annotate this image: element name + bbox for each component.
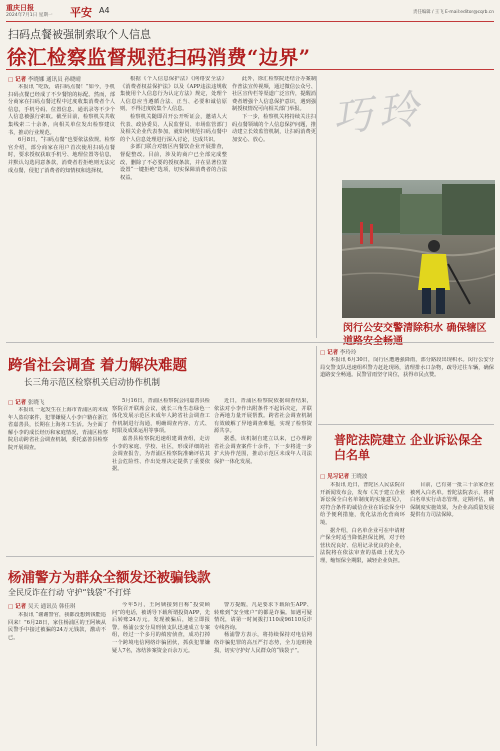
story4-col-1 [8, 612, 106, 746]
lead-para: 多部门联合对辖区内餐饮企业开展排查，督促整改。目前，涉及的商户已全部完成整改，删除了不必要的授权条款，并在显著位置设置“一键拒绝”选项，切实保障消费者的合法权益。 [120, 144, 227, 181]
story2-col-2 [112, 398, 210, 552]
divider-h2 [6, 556, 314, 557]
photo-byline [320, 348, 356, 356]
photo-caption-title: 闵行公安交警清除积水 确保辖区道路安全畅通 [343, 323, 487, 347]
section-name: 平安 [70, 6, 92, 19]
story2-subtitle: 长三角示范区检察机关启动协作机制 [24, 378, 161, 388]
paper-name: 重庆日报 [6, 3, 34, 12]
story4-byline-names: 吴天 通讯员 韩佳琪 [27, 604, 76, 610]
masthead-rule [6, 21, 494, 22]
lead-para: 下一步，检察机关将持续关注扫码点餐领域的个人信息保护问题，推动建立长效监管机制，让扫码消费更加安心、放心。 [232, 113, 316, 143]
editor-line: 责任编辑 / 王飞 E-mail:editor@cqrb.cn [413, 10, 494, 15]
lead-col-2 [120, 76, 227, 338]
story2-title: 跨省社会调查 着力解决难题 [8, 357, 188, 374]
story4-title: 杨浦警方为群众全额发还被骗钱款 [8, 570, 211, 586]
story3-byline-names: 王晓波 [350, 474, 368, 480]
lead-col-3 [232, 76, 316, 338]
story3-byline-label: □ 见习记者 [320, 474, 350, 480]
divider-v1 [316, 76, 317, 338]
lead-para: 本报讯 “吃饭，请扫码点餐！”如今，手机扫码点餐已经成了不少餐馆的标配。然而，部分商家在扫码点餐过程中过度收集消费者个人信息，手机号码、位置信息、通讯录等不少个人信息被强行索取。截至目前，检察机关共收集线索二十余条，向相关单位发出检察建议书，推动行业规范。 [8, 84, 115, 136]
photo-byline-label: □ 记者 [320, 350, 339, 356]
story2-para: 5月16日，青浦区检察院会同嘉善县检察院召开联席会议，就长三角生态绿色一体化发展示范区未成年人跨省社会调查工作机制进行沟通，明确调查内容、方式、时限及成果运用等事项。 [112, 398, 210, 435]
story2-para: 据悉，该机制自建立以来，已办理跨省社会调查案件十余件，下一步将进一步扩大协作范围，推动示范区未成年人司法保护一体化发展。 [214, 435, 312, 465]
story4-byline [8, 602, 75, 610]
story3-para: 本报讯 近日，普陀区人民法院召开新闻发布会，发布《关于建立企业诉讼保全白名单制度的实施意见》，对符合条件的诚信企业在诉讼保全中给予便利措施，优化法治化营商环境。 [320, 482, 405, 526]
story2-col-1 [8, 407, 108, 552]
photo-byline-names: 李玲玲 [339, 350, 357, 356]
photo-story-para: 本报讯 6月30日，闵行区遭遇强降雨，部分路段出现积水。闵行公安分局交警支队迅速组织警力赶赴现场，清理排水口杂物，疏导过往车辆，确保道路安全畅通。民警冒雨坚守岗位，获得市民点赞。 [320, 357, 494, 379]
story3-para: 据介绍，白名单企业可在申请财产保全时适当降低担保比例，对于经营状况良好、信用记录优良的企业，法院将在依法审查的基础上优先办理，缩短保全期限，减轻企业负担。 [320, 527, 405, 564]
story3-col-1 [320, 482, 405, 746]
story3-byline [320, 472, 367, 480]
lead-para: 此外，徐汇检察院还结合办案制作普法宣传视频，通过微信公众号、社区宣传栏等渠道广泛宣传，提醒消费者增强个人信息保护意识，遇到强制授权情况可向相关部门举报。 [232, 76, 316, 113]
story2-para: 嘉善县检察院迅速组建调查组，走访小李的家庭、学校、社区，形成详细的社会调查报告，为青浦区检察院准确评估其社会危险性、作出处理决定提供了重要依据。 [112, 435, 210, 473]
story4-para: 杨浦警方表示，将持续保持对电信网络诈骗犯罪的高压严打态势，全力追赃挽损，切实守护好人民群众的“钱袋子”。 [214, 632, 312, 654]
story4-col-3 [214, 602, 312, 746]
lead-byline-names: 李晓娜 通讯员 孙晓晴 [27, 77, 81, 83]
flood-photo-art [342, 180, 495, 318]
masthead [6, 3, 494, 20]
lead-para: 6月8日，“扫码点餐”也要依法依规。检察官介绍，部分商家在用户首次使用扫码点餐时，要求授权获取手机号、地理位置等信息，并默认勾选同意条款，消费者若拒绝则无法完成点餐，侵犯了消费者的知情权和选择权。 [8, 137, 115, 174]
lead-byline-label: □ 记者 [8, 77, 27, 83]
story2-col-3 [214, 398, 312, 552]
story2-byline-label: □ 记者 [8, 400, 27, 406]
story4-col-2 [112, 602, 210, 746]
divider-story3 [318, 424, 494, 425]
page-number: A4 [99, 6, 110, 15]
lead-kicker: 扫码点餐被强制索取个人信息 [8, 28, 151, 41]
photo-story-body [320, 357, 494, 411]
story2-para: 近日，青浦区检察院依据调查结果，依法对小李作出附条件不起诉决定，并联合两地力量开展帮教。跨省社会调查机制有效破解了异地调查难题，实现了检察资源共享。 [214, 398, 312, 435]
story2-byline [8, 398, 44, 406]
issue-date: 2024年7月1日 星期一 [6, 13, 53, 18]
story4-para: 今年5月，王阿姨接到自称“投资顾问”的电话，被诱导下载所谓投资APP，先后转账24万元。发现被骗后，她立即报警。杨浦公安分局刑侦支队迅速成立专案组，经过一个多月的缜密侦查，成功打掉一个跨境电信网络诈骗团伙，抓获犯罪嫌疑人7名，冻结涉案资金百余万元。 [112, 602, 210, 654]
lead-para: 根据《个人信息保护法》《网络安全法》《消费者权益保护法》以及《APP违法违规收集使用个人信息行为认定方法》规定，处理个人信息应当遵循合法、正当、必要和诚信原则，不得过度收集个人信息。 [120, 76, 227, 113]
story2-para: 本报讯 一起发生在上海市青浦区的未成年人盗窃案件，犯罪嫌疑人小李户籍在浙江省嘉善县，长期在上海务工生活。为全面了解小李的成长经历和家庭情况，青浦区检察院启动跨省社会调查机制，委托嘉善县检察院开展调查。 [8, 407, 108, 451]
story4-para: 警方提醒，凡是要求下载陌生APP、转账到“安全账户”的都是诈骗。如遇可疑情况，请第一时间拨打110或96110反诈专线咨询。 [214, 602, 312, 631]
lead-rule [6, 69, 494, 70]
story2-byline-names: 张晓飞 [27, 400, 45, 406]
lead-byline [8, 75, 81, 83]
story4-byline-label: □ 记者 [8, 604, 27, 610]
divider-h1 [6, 342, 494, 343]
calligraphy-art: 巧玲 [330, 86, 427, 142]
story3-title: 普陀法院建立 企业诉讼保全白名单 [334, 433, 483, 462]
divider-v2 [316, 346, 317, 746]
lead-para: 检察机关随即召开公开听证会，邀请人大代表、政协委员、人民监督员、市场监管部门及相关企业代表参加，就如何规范扫码点餐中的个人信息处理进行深入讨论，达成共识。 [120, 113, 227, 143]
lead-col-1 [8, 84, 115, 338]
story3-para: 目前，已有第一批三十余家企业被列入白名单。普陀法院表示，将对白名单实行动态管理，定期评估，确保制度实施效果，为企业高质量发展提供有力司法保障。 [410, 482, 494, 519]
story4-subtitle: 全民反诈在行动 守护“钱袋”不打烊 [8, 588, 131, 597]
story3-col-2 [410, 482, 494, 746]
lead-title: 徐汇检察监督规范扫码消费“边界” [7, 46, 311, 69]
flood-photo [342, 180, 495, 318]
story4-para: 本报讯 “谢谢警官，我都没想到钱能追回来！”6月28日，家住杨浦区的王阿姨从民警手中接过被骗的24万元钱款，激动不已。 [8, 612, 106, 641]
